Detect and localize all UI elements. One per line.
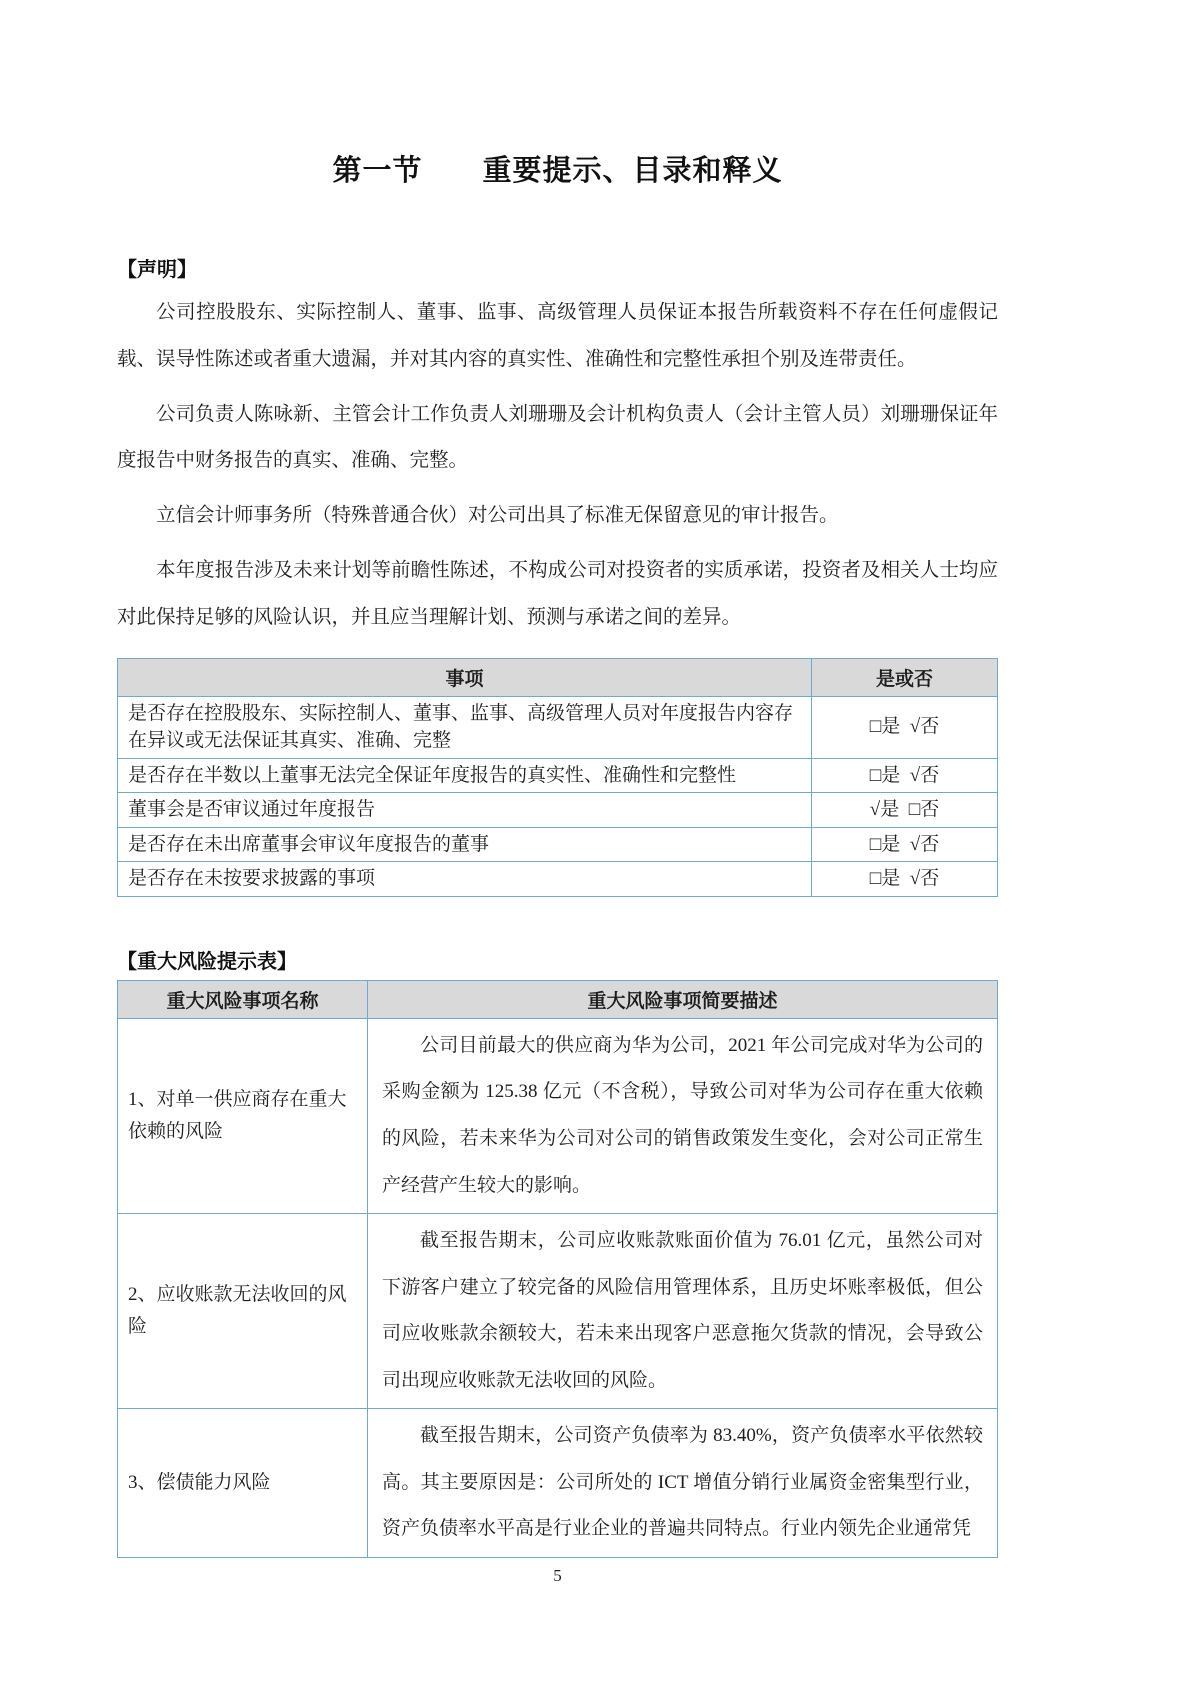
page-number: 5 xyxy=(553,1565,562,1585)
answer-cell: □是 √否 xyxy=(812,827,998,862)
statement-table-header-row xyxy=(118,658,998,696)
risk-name-cell: 3、偿债能力风险 xyxy=(118,1409,368,1558)
statement-table-header-item: 事项 xyxy=(118,658,812,696)
declaration-paragraph-3: 立信会计师事务所（特殊普通合伙）对公司出具了标准无保留意见的审计报告。 xyxy=(156,505,839,527)
risk-table-heading: 【重大风险提示表】 xyxy=(117,950,297,973)
answer-cell: √是 □否 xyxy=(812,793,998,828)
major-risk-table xyxy=(117,980,998,1558)
table-row xyxy=(118,1409,998,1558)
declaration-paragraph-1: 公司控股股东、实际控制人、董事、监事、高级管理人员保证本报告所载资料不存在任何虚假记载、误导性陈述或者重大遗漏，并对其内容的真实性、准确性和完整性承担个别及连带责任。 xyxy=(117,302,998,370)
table-row xyxy=(118,1214,998,1409)
risk-name-cell: 1、对单一供应商存在重大依赖的风险 xyxy=(118,1018,368,1213)
risk-table-header-name: 重大风险事项名称 xyxy=(118,980,368,1018)
table-row xyxy=(118,696,998,758)
answer-cell: □是 √否 xyxy=(812,758,998,793)
declaration-heading: 【声明】 xyxy=(117,259,197,281)
table-row xyxy=(118,793,998,828)
declaration-paragraph-4: 本年度报告涉及未来计划等前瞻性陈述，不构成公司对投资者的实质承诺，投资者及相关人士均应对此保持足够的风险认识，并且应当理解计划、预测与承诺之间的差异。 xyxy=(117,559,998,628)
risk-desc-cell: 截至报告期末，公司应收账款账面价值为 76.01 亿元，虽然公司对下游客户建立了较完备的风险信用管理体系，且历史坏账率极低，但公司应收账款余额较大，若未来出现客户恶意拖欠货款的情况，会导致公司出现应收账款无法收回的风险。 xyxy=(368,1214,998,1409)
risk-table-header-desc: 重大风险事项简要描述 xyxy=(368,980,998,1018)
risk-table-header-row xyxy=(118,980,998,1018)
table-row xyxy=(118,862,998,897)
table-row xyxy=(118,827,998,862)
table-row xyxy=(118,758,998,793)
statement-table-header-yesno: 是或否 xyxy=(812,658,998,696)
statement-item-cell: 是否存在未按要求披露的事项 xyxy=(118,862,812,897)
answer-cell: □是 √否 xyxy=(812,696,998,758)
statement-item-cell: 是否存在控股股东、实际控制人、董事、监事、高级管理人员对年度报告内容存在异议或无法保证其真实、准确、完整 xyxy=(118,696,812,758)
statement-item-cell: 董事会是否审议通过年度报告 xyxy=(118,793,812,828)
risk-name-cell: 2、应收账款无法收回的风险 xyxy=(118,1214,368,1409)
risk-desc-cell: 截至报告期末，公司资产负债率为 83.40%，资产负债率水平依然较高。其主要原因是：公司所处的 ICT 增值分销行业属资金密集型行业，资产负债率水平高是行业企业的普遍共同特点。行业内领先企业通常凭 xyxy=(368,1409,998,1558)
table-row xyxy=(118,1018,998,1213)
declaration-paragraph-2: 公司负责人陈咏新、主管会计工作负责人刘珊珊及会计机构负责人（会计主管人员）刘珊珊保证年度报告中财务报告的真实、准确、完整。 xyxy=(117,403,998,472)
risk-desc-cell: 公司目前最大的供应商为华为公司，2021 年公司完成对华为公司的采购金额为 125.38 亿元（不含税），导致公司对华为公司存在重大依赖的风险，若未来华为公司对公司的销售政策发生变化，会对公司正常生产经营产生较大的影响。 xyxy=(368,1018,998,1213)
statement-item-cell: 是否存在半数以上董事无法完全保证年度报告的真实性、准确性和完整性 xyxy=(118,758,812,793)
answer-cell: □是 √否 xyxy=(812,862,998,897)
page-title: 第一节 重要提示、目录和释义 xyxy=(332,155,783,187)
page-content xyxy=(117,0,998,1586)
statement-item-cell: 是否存在未出席董事会审议年度报告的董事 xyxy=(118,827,812,862)
statement-table xyxy=(117,658,998,897)
